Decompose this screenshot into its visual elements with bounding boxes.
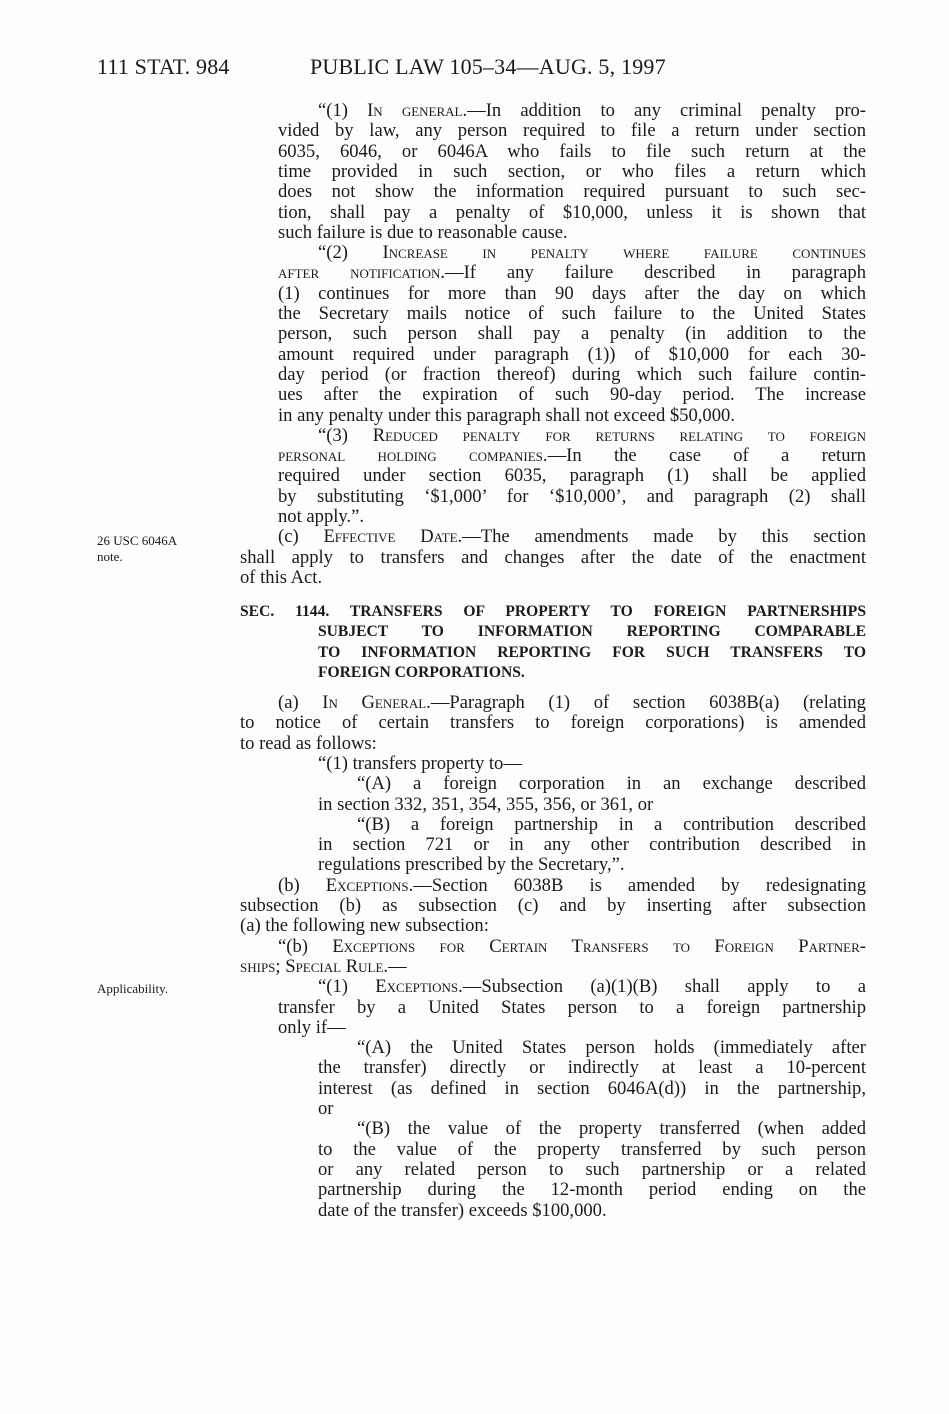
text-segment: “(1) — [318, 100, 368, 121]
text-segment: time provided in such section, or who files a return which — [278, 160, 866, 182]
text-segment: date of the transfer) exceeds $100,000. — [318, 1199, 607, 1221]
text-line — [318, 1099, 866, 1119]
text-segment: SUBJECT TO INFORMATION REPORTING COMPARABLE — [318, 623, 866, 641]
text-line — [278, 284, 866, 304]
text-segment: in section 721 or in any other contribution described in — [318, 834, 866, 856]
text-segment: in any penalty under this paragraph shall not exceed $50,000. — [278, 404, 735, 426]
small-caps-heading: Reduced penalty for returns relating to foreign — [372, 424, 866, 446]
text-segment: (c) — [278, 526, 324, 548]
small-caps-heading: ships; Special Rule — [240, 955, 384, 977]
small-caps-heading: personal holding companies — [278, 445, 543, 467]
small-caps-heading: Exceptions — [325, 874, 409, 896]
text-segment: ues after the expiration of such 90-day period. The increase — [278, 384, 866, 406]
text-line — [278, 406, 866, 426]
text-line — [278, 203, 866, 223]
text-segment: “(A) a foreign corporation in an exchange described — [357, 773, 866, 795]
text-line — [278, 693, 866, 713]
text-line — [318, 101, 866, 121]
text-line — [278, 998, 866, 1018]
text-segment: not apply.”. — [278, 506, 365, 527]
small-caps-heading: Increase in penalty where failure continues — [382, 242, 866, 264]
text-line — [318, 243, 866, 263]
text-segment: shall apply to transfers and changes after the date of the enactment — [240, 546, 866, 568]
text-line — [318, 795, 866, 815]
text-segment: SEC. 1144. TRANSFERS OF PROPERTY TO FOREIGN PARTNERSHIPS — [240, 603, 866, 620]
text-line — [318, 622, 866, 642]
text-segment: person, such person shall pay a penalty (in addition to the — [278, 323, 866, 345]
text-segment: .—In the case of a return — [542, 445, 866, 467]
text-segment: “(2) — [318, 242, 383, 264]
text-line — [318, 1180, 866, 1200]
running-header-title: PUBLIC LAW 105–34—AUG. 5, 1997 — [310, 54, 666, 79]
text-line — [318, 835, 866, 855]
text-segment: transfer by a United States person to a foreign partnership — [278, 996, 866, 1018]
text-line — [240, 602, 866, 622]
text-segment: only if— — [278, 1016, 346, 1038]
text-line — [240, 957, 866, 977]
text-segment: (1) continues for more than 90 days after the day on which — [278, 282, 866, 304]
text-segment: “(A) the United States person holds (immediately after — [357, 1037, 866, 1059]
text-segment: FOREIGN CORPORATIONS. — [318, 663, 525, 681]
margin-note-usc: 26 USC 6046A — [97, 533, 178, 548]
text-segment: by substituting ‘$1,000’ for ‘$10,000’, and paragraph (2) shall — [278, 485, 866, 507]
text-segment: “(B) the value of the property transferred (when added — [357, 1118, 866, 1140]
text-line — [240, 713, 866, 733]
text-segment: .—Subsection (a)(1)(B) shall apply to a — [458, 976, 866, 998]
text-line — [278, 527, 866, 547]
text-line — [278, 162, 866, 182]
small-caps-heading: Exceptions — [375, 976, 459, 998]
text-line — [318, 643, 866, 663]
text-line — [357, 815, 866, 835]
text-segment: in section 332, 351, 354, 355, 356, or 361, or — [318, 793, 654, 815]
text-segment: .—Paragraph (1) of section 6038B(a) (relating — [426, 692, 866, 713]
text-line — [240, 568, 866, 588]
text-line — [318, 1140, 866, 1160]
text-segment: or any related person to such partnership or a related — [318, 1158, 866, 1180]
text-line — [240, 548, 866, 568]
text-segment: to the value of the property transferred by such person — [318, 1138, 866, 1160]
text-line — [318, 1079, 866, 1099]
text-segment: .— — [383, 955, 407, 977]
text-segment: vided by law, any person required to file a return under section — [278, 120, 866, 142]
text-segment: TO INFORMATION REPORTING FOR SUCH TRANSFERS TO — [318, 643, 866, 661]
text-line — [278, 937, 866, 957]
text-line — [278, 507, 866, 527]
text-line — [278, 263, 866, 283]
text-segment: partnership during the 12-month period ending on the — [318, 1179, 866, 1201]
text-segment: .—The amendments made by this section — [457, 526, 866, 548]
text-line — [278, 142, 866, 162]
text-segment: amount required under paragraph (1)) of $10,000 for each 30- — [278, 343, 866, 365]
text-segment: or — [318, 1098, 334, 1119]
text-segment: (a) the following new subsection: — [240, 915, 489, 937]
text-segment: 6035, 6046, or 6046A who fails to file such return at the — [278, 140, 866, 162]
text-line — [318, 855, 866, 875]
text-line — [278, 446, 866, 466]
text-segment: required under section 6035, paragraph (1) shall be applied — [278, 465, 866, 487]
text-line — [278, 223, 866, 243]
text-line — [240, 916, 866, 936]
text-segment: regulations prescribed by the Secretary,”. — [318, 854, 625, 876]
text-segment: “(B) a foreign partnership in a contribution described — [357, 813, 866, 835]
text-segment: interest (as defined in section 6046A(d)) in the partnership, — [318, 1077, 866, 1099]
text-line — [278, 365, 866, 385]
page-stat-citation: 111 STAT. 984 — [97, 54, 230, 79]
text-line — [318, 1058, 866, 1078]
text-segment: tion, shall pay a penalty of $10,000, unless it is shown that — [278, 201, 866, 223]
text-line — [278, 876, 866, 896]
text-line — [357, 1119, 866, 1139]
text-segment: subsection (b) as subsection (c) and by inserting after subsection — [240, 895, 866, 916]
text-segment: .—In addition to any criminal penalty pro- — [462, 100, 867, 121]
text-segment: the transfer) directly or indirectly at least a 10-percent — [318, 1057, 866, 1079]
text-line — [278, 304, 866, 324]
text-line — [278, 1018, 866, 1038]
margin-note-applicability: Applicability. — [97, 981, 169, 996]
text-segment: .—If any failure described in paragraph — [440, 262, 866, 284]
text-line — [357, 774, 866, 794]
text-segment: to read as follows: — [240, 732, 377, 754]
small-caps-heading: Exceptions for Certain Transfers to Foreign Partner- — [332, 935, 866, 957]
text-segment: “(1) — [318, 976, 376, 998]
text-line — [318, 1160, 866, 1180]
small-caps-heading: Effective Date — [323, 526, 458, 548]
text-segment: day period (or fraction thereof) during which such failure contin- — [278, 363, 866, 385]
small-caps-heading: In General — [322, 692, 427, 713]
text-segment: “(b) — [278, 935, 333, 957]
text-line — [318, 426, 866, 446]
text-line — [278, 345, 866, 365]
text-segment: “(1) transfers property to— — [318, 752, 522, 774]
text-line — [240, 734, 866, 754]
text-line — [278, 466, 866, 486]
text-line — [278, 182, 866, 202]
small-caps-heading: In general — [367, 100, 463, 121]
text-segment: does not show the information required pursuant to such sec- — [278, 181, 866, 203]
text-segment: .—Section 6038B is amended by redesignating — [408, 874, 866, 896]
text-line — [318, 754, 866, 774]
small-caps-heading: after notification — [278, 262, 441, 284]
margin-note-note: note. — [97, 549, 123, 564]
text-line — [318, 1201, 866, 1221]
text-line — [240, 896, 866, 916]
text-line — [357, 1038, 866, 1058]
text-line — [278, 324, 866, 344]
text-segment: of this Act. — [240, 566, 323, 588]
text-segment: such failure is due to reasonable cause. — [278, 221, 568, 243]
text-segment: to notice of certain transfers to foreign corporations) is amended — [240, 712, 866, 734]
text-segment: (b) — [278, 874, 326, 896]
text-line — [278, 487, 866, 507]
text-line — [278, 385, 866, 405]
text-segment: (a) — [278, 692, 323, 713]
text-line — [278, 121, 866, 141]
text-line — [318, 977, 866, 997]
text-segment: “(3) — [318, 424, 373, 446]
text-segment: the Secretary mails notice of such failure to the United States — [278, 303, 866, 324]
text-line — [318, 663, 866, 683]
